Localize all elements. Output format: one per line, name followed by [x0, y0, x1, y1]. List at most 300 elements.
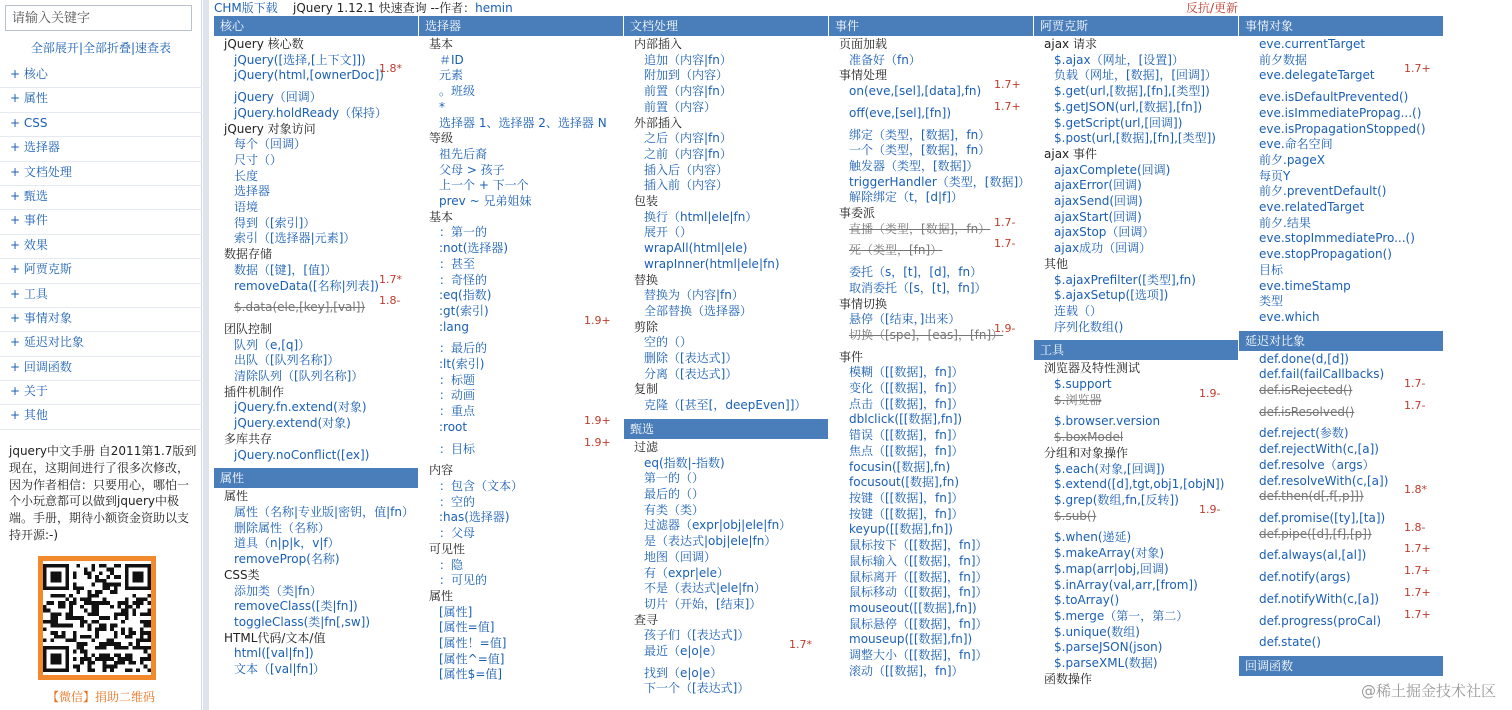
entry-text: 插入后（内容） [644, 162, 729, 177]
deprecated-api-link[interactable] [1239, 398, 1443, 427]
api-link[interactable] [624, 335, 828, 351]
api-link[interactable] [214, 521, 418, 537]
api-link[interactable] [624, 100, 828, 116]
api-link[interactable] [419, 479, 623, 495]
api-link[interactable] [1034, 578, 1238, 594]
entry-text: 上一个 + 下一个 [439, 178, 529, 193]
version-badge: 1.7+ [1404, 585, 1431, 599]
api-link[interactable] [829, 412, 1033, 428]
entry-text: triggerHandler（类型，[数据]） [849, 174, 1031, 189]
api-link[interactable] [214, 90, 418, 106]
api-link[interactable] [419, 53, 623, 69]
section-header[interactable]: 文档处理 [624, 16, 828, 36]
entry-text: 前置（内容） [644, 99, 717, 114]
group-label [1034, 672, 1238, 688]
entry-text: $.get(url,[数据],[fn],[类型]) [1054, 84, 1210, 99]
api-link[interactable] [624, 53, 828, 69]
entry-text: wrapAll(html|ele) [644, 241, 748, 256]
deprecated-api-link[interactable] [1034, 502, 1238, 531]
api-link[interactable] [214, 662, 418, 678]
entry-text: 目标 [1259, 262, 1284, 277]
api-link[interactable] [1239, 263, 1443, 279]
entry-text: jQuery([选择,[上下文]]) [234, 52, 366, 67]
api-link[interactable] [1239, 352, 1443, 368]
section-header[interactable]: 延迟对比象 [1239, 331, 1443, 351]
api-link[interactable] [624, 666, 828, 682]
api-link[interactable] [214, 416, 418, 432]
api-link[interactable] [1239, 279, 1443, 295]
api-link[interactable] [1034, 241, 1238, 257]
api-link[interactable] [829, 381, 1033, 397]
section-header[interactable]: 甄选 [624, 419, 828, 439]
sidebar-menu-item[interactable]: + CSS [0, 113, 202, 137]
deprecated-api-link[interactable] [1034, 430, 1238, 446]
deprecated-api-link[interactable] [214, 294, 418, 322]
sidebar-menu-item[interactable]: + 延迟对比象 [0, 332, 202, 356]
api-link[interactable] [1034, 53, 1238, 69]
entry-text: 复制 [634, 382, 659, 397]
api-link[interactable] [419, 558, 623, 574]
api-link[interactable] [829, 159, 1033, 175]
api-link[interactable] [1239, 294, 1443, 310]
api-link[interactable] [419, 510, 623, 526]
collapse-all-link[interactable]: 全部折叠 [82, 41, 131, 55]
api-link[interactable] [214, 137, 418, 153]
api-link[interactable] [829, 281, 1033, 297]
api-link[interactable] [1034, 625, 1238, 641]
api-link[interactable] [214, 231, 418, 247]
api-link[interactable] [419, 273, 623, 289]
api-link[interactable] [1034, 225, 1238, 241]
group-label [624, 273, 828, 289]
api-link[interactable] [829, 585, 1033, 601]
entry-text: 内部插入 [634, 37, 683, 51]
api-link[interactable] [624, 257, 828, 273]
api-link[interactable] [624, 581, 828, 597]
deprecated-api-link[interactable] [1239, 483, 1443, 511]
api-link[interactable] [214, 552, 418, 568]
api-link[interactable] [624, 534, 828, 550]
api-link[interactable] [1034, 609, 1238, 625]
section-header[interactable]: 事情对象 [1239, 16, 1443, 36]
api-link[interactable] [624, 147, 828, 163]
api-link[interactable] [419, 147, 623, 163]
entry-text: $.data(ele,[key],[val]) [234, 300, 366, 315]
api-link[interactable] [1034, 68, 1238, 84]
api-link[interactable] [624, 638, 828, 666]
entry-text: 内容 [429, 463, 454, 478]
api-link[interactable] [829, 397, 1033, 413]
api-link[interactable] [624, 68, 828, 84]
api-link[interactable] [1239, 122, 1443, 138]
api-link[interactable] [829, 265, 1033, 281]
entry-text: prev ~ 兄弟姐妹 [439, 194, 532, 209]
entry-text: def.notifyWith(c,[a]) [1259, 591, 1380, 606]
api-link[interactable] [1034, 210, 1238, 226]
api-link[interactable] [829, 664, 1033, 680]
entry-text: 点击（[[数据]，fn]） [849, 396, 964, 411]
sidebar-scrollbar[interactable] [203, 0, 209, 710]
api-link[interactable] [1034, 546, 1238, 562]
api-link[interactable] [624, 597, 828, 613]
entry-text: 按键（[[数据]，fn]） [849, 490, 964, 505]
api-link[interactable] [214, 584, 418, 600]
search-input[interactable] [5, 5, 192, 31]
api-link[interactable] [1034, 640, 1238, 656]
api-link[interactable] [829, 175, 1033, 191]
entry-text: * [439, 99, 445, 114]
api-link[interactable] [419, 288, 623, 304]
api-link[interactable] [419, 257, 623, 273]
entry-text: 序列化数组() [1054, 319, 1124, 334]
group-label [419, 542, 623, 558]
api-link[interactable] [1034, 562, 1238, 578]
api-link[interactable] [624, 398, 828, 414]
group-label [1034, 361, 1238, 377]
entry-text: def.rejectWith(c,[a]) [1259, 442, 1379, 457]
section-header[interactable]: 核心 [214, 16, 418, 36]
api-link[interactable] [214, 599, 418, 615]
entry-text: removeClass([类|fn]) [234, 599, 358, 614]
api-link[interactable] [1034, 163, 1238, 179]
api-link[interactable] [829, 128, 1033, 144]
entry-text: jQuery.noConflict([ex]) [234, 447, 370, 462]
api-link[interactable] [1034, 462, 1238, 478]
api-link[interactable] [1034, 593, 1238, 609]
quick-ref-link[interactable]: 速查表 [135, 41, 172, 55]
api-link[interactable] [1239, 62, 1443, 90]
api-link[interactable] [829, 428, 1033, 444]
sidebar-menu-item[interactable]: + 阿贾克斯 [0, 259, 202, 283]
entry-text: ：标题 [439, 372, 476, 387]
entry-text: $.ajaxSetup([选项]) [1054, 288, 1169, 303]
api-link[interactable] [419, 357, 623, 373]
api-link[interactable] [1239, 231, 1443, 247]
entry-text: jQuery.fn.extend(对象) [234, 400, 367, 415]
api-link[interactable] [214, 400, 418, 416]
entry-text: 模糊（[[数据]，fn]） [849, 365, 964, 380]
api-link[interactable] [214, 615, 418, 631]
api-link[interactable] [419, 388, 623, 404]
feedback-link[interactable]: 反抗/更新 [1185, 1, 1238, 15]
section-header[interactable]: 阿贾克斯 [1034, 16, 1238, 36]
api-link[interactable] [624, 178, 828, 194]
sidebar-menu-item[interactable]: + 关于 [0, 381, 202, 405]
entry-text: 函数操作 [1044, 671, 1093, 686]
api-link[interactable] [624, 351, 828, 367]
api-link[interactable] [1034, 414, 1238, 430]
reference-column [829, 16, 1033, 684]
sidebar-menu-item[interactable]: + 甄选 [0, 186, 202, 210]
entry-text: [属性] [439, 604, 473, 619]
api-link[interactable] [1034, 273, 1238, 289]
api-link[interactable] [829, 53, 1033, 69]
api-link[interactable] [419, 526, 623, 542]
api-link[interactable] [829, 143, 1033, 159]
api-link[interactable] [214, 62, 418, 90]
entry-text: 属性 [224, 489, 249, 504]
api-link[interactable] [829, 491, 1033, 507]
api-link[interactable] [419, 652, 623, 668]
entry-text: ajax 请求 [1044, 37, 1097, 51]
entry-text: 调整大小（[[数据]，fn]） [849, 648, 988, 663]
api-link[interactable] [829, 601, 1033, 617]
entry-text: 事委派 [839, 206, 876, 221]
group-label [624, 37, 828, 53]
api-link[interactable] [1239, 184, 1443, 200]
sidebar-menu-item[interactable]: + 回调函数 [0, 357, 202, 381]
sidebar-menu-item[interactable]: + 事情对象 [0, 308, 202, 332]
deprecated-api-link[interactable] [1034, 386, 1238, 415]
entry-text: 不是（表达式|ele|fn） [644, 581, 767, 596]
api-link[interactable] [419, 373, 623, 389]
entry-text: 过滤器（expr|obj|ele|fn） [644, 518, 792, 533]
entry-text: ajaxError(回调) [1054, 178, 1142, 193]
api-link[interactable] [829, 475, 1033, 491]
api-link[interactable] [214, 448, 418, 464]
api-link[interactable] [1239, 37, 1443, 53]
api-link[interactable] [419, 100, 623, 116]
api-link[interactable] [624, 487, 828, 503]
api-link[interactable] [419, 84, 623, 100]
api-link[interactable] [829, 522, 1033, 538]
api-link[interactable] [419, 636, 623, 652]
api-link[interactable] [829, 617, 1033, 633]
group-label [624, 116, 828, 132]
entry-text: ：空的 [439, 494, 476, 509]
api-link[interactable] [1034, 288, 1238, 304]
entry-text: eve.命名空间 [1259, 137, 1333, 152]
api-link[interactable] [624, 681, 828, 697]
api-link[interactable] [1034, 530, 1238, 546]
api-link[interactable] [1239, 106, 1443, 122]
api-link[interactable] [1239, 169, 1443, 185]
api-link[interactable] [1239, 247, 1443, 263]
api-link[interactable] [1239, 458, 1443, 474]
entry-text: def.isRejected() [1259, 383, 1353, 398]
api-link[interactable] [214, 646, 418, 662]
entry-text: eve.isImmediatePropag...() [1259, 105, 1422, 120]
entry-text: ：包含（文本） [439, 478, 524, 493]
sidebar-menu-item[interactable]: + 文档处理 [0, 162, 202, 186]
entry-text: jQuery 核心数 [224, 37, 304, 51]
group-label [1034, 37, 1238, 53]
api-link[interactable] [419, 667, 623, 683]
api-link[interactable] [214, 106, 418, 122]
api-link[interactable] [1239, 442, 1443, 458]
api-link[interactable] [1034, 194, 1238, 210]
api-link[interactable] [419, 620, 623, 636]
entry-text: 父母 > 孩子 [439, 162, 505, 177]
sidebar-menu-item[interactable]: + 属性 [0, 88, 202, 112]
group-label [624, 613, 828, 629]
api-link[interactable] [1239, 426, 1443, 442]
section-header[interactable]: 回调函数 [1239, 656, 1443, 676]
api-link[interactable] [1034, 656, 1238, 672]
entry-text: def.then(d[,f[,p]]) [1259, 489, 1364, 504]
api-link[interactable] [214, 216, 418, 232]
api-link[interactable] [1239, 153, 1443, 169]
api-link[interactable] [1034, 100, 1238, 116]
api-link[interactable] [624, 566, 828, 582]
entry-text: :lt(索引) [439, 357, 485, 372]
entry-text: 最后的（） [644, 486, 705, 501]
sidebar-menu-item[interactable]: + 其他 [0, 405, 202, 429]
deprecated-api-link[interactable] [829, 237, 1033, 265]
group-label [419, 131, 623, 147]
api-link[interactable] [829, 365, 1033, 381]
api-link[interactable] [214, 353, 418, 369]
expand-all-link[interactable]: 全部展开 [30, 41, 79, 55]
entry-text: :root [439, 419, 468, 434]
sidebar-menu-item[interactable]: + 核心 [0, 64, 202, 88]
api-link[interactable] [624, 131, 828, 147]
api-link[interactable] [829, 554, 1033, 570]
entry-text: 有（expr|ele） [644, 565, 729, 580]
sidebar-menu-item[interactable]: + 效果 [0, 235, 202, 259]
api-link[interactable] [624, 471, 828, 487]
section-header[interactable]: 事件 [829, 16, 1033, 36]
api-link[interactable] [214, 200, 418, 216]
api-link[interactable] [624, 163, 828, 179]
api-link[interactable] [1239, 310, 1443, 326]
api-link[interactable] [419, 68, 623, 84]
entry-text: eve.currentTarget [1259, 37, 1366, 51]
group-label [214, 385, 418, 401]
api-link[interactable] [829, 190, 1033, 206]
entry-text: eve.isDefaultPrevented() [1259, 90, 1409, 105]
api-link[interactable] [1239, 607, 1443, 636]
api-link[interactable] [624, 210, 828, 226]
api-link[interactable] [1239, 90, 1443, 106]
api-link[interactable] [829, 648, 1033, 664]
api-link[interactable] [829, 570, 1033, 586]
api-link[interactable] [1034, 131, 1238, 147]
deprecated-api-link[interactable] [829, 321, 1033, 350]
api-link[interactable] [624, 241, 828, 257]
api-link[interactable] [624, 503, 828, 519]
api-link[interactable] [624, 518, 828, 534]
api-link[interactable] [214, 169, 418, 185]
entry-text: $.parseJSON(json) [1054, 640, 1163, 655]
group-label [624, 320, 828, 336]
entry-text: 错误（[[数据]，fn]） [849, 428, 964, 443]
api-link[interactable] [624, 550, 828, 566]
entry-text: $.ajax（网址，[设置]） [1054, 52, 1184, 67]
api-link[interactable] [624, 288, 828, 304]
api-link[interactable] [419, 435, 623, 464]
entry-text: focusout([数据],fn) [849, 475, 960, 490]
entry-text: ：目标 [439, 441, 476, 456]
api-link[interactable] [419, 241, 623, 257]
api-link[interactable] [419, 495, 623, 511]
entry-text: eve.which [1259, 309, 1320, 324]
api-link[interactable] [1239, 200, 1443, 216]
api-link[interactable] [829, 632, 1033, 648]
entry-text: 前夕.结果 [1259, 215, 1311, 230]
api-link[interactable] [1034, 477, 1238, 493]
api-link[interactable] [1239, 137, 1443, 153]
sidebar-menu-item[interactable]: + 工具 [0, 284, 202, 308]
entry-text: HTML代码/文本/值 [224, 630, 326, 645]
api-link[interactable] [214, 369, 418, 385]
api-link[interactable] [214, 536, 418, 552]
api-link[interactable] [624, 84, 828, 100]
api-link[interactable] [419, 194, 623, 210]
section-header[interactable]: 工具 [1034, 340, 1238, 360]
qr-caption: 【微信】捐助二维码 [46, 690, 155, 704]
author-link[interactable]: hemin [475, 1, 513, 15]
api-link[interactable] [1034, 304, 1238, 320]
api-link[interactable] [829, 460, 1033, 476]
api-link[interactable] [1034, 178, 1238, 194]
entry-text: dblclick([[数据],fn]) [849, 412, 963, 427]
api-link[interactable] [419, 178, 623, 194]
api-link[interactable] [1239, 635, 1443, 651]
page-title: jQuery 1.12.1 快速查询 --作者： [293, 1, 476, 15]
api-link[interactable] [419, 605, 623, 621]
api-link[interactable] [1239, 216, 1443, 232]
api-link[interactable] [624, 304, 828, 320]
api-link[interactable] [624, 225, 828, 241]
api-link[interactable] [419, 225, 623, 241]
sidebar-menu-item[interactable]: + 事件 [0, 210, 202, 234]
api-link[interactable] [419, 163, 623, 179]
api-link[interactable] [419, 116, 623, 132]
chm-download-link[interactable]: CHM版下载 [214, 1, 278, 15]
entry-text: $.getJSON(url,[数据],[fn]) [1054, 99, 1203, 114]
group-label [419, 589, 623, 605]
api-link[interactable] [214, 153, 418, 169]
entry-text: jQuery 对象访问 [224, 121, 316, 136]
entry-text: 索引（[选择器|元素]） [234, 231, 356, 246]
entry-text: eq(指数|-指数) [644, 455, 725, 470]
api-link[interactable] [829, 99, 1033, 128]
entry-text: 切片（开始，[结束]） [644, 596, 762, 611]
api-link[interactable] [829, 538, 1033, 554]
api-link[interactable] [214, 505, 418, 521]
entry-text: 委托（s，[t]，[d]，fn） [849, 265, 983, 280]
entry-text: jQuery.extend(对象) [234, 416, 351, 431]
entry-text: 触发器（类型，[数据]） [849, 158, 979, 173]
api-link[interactable] [419, 341, 623, 357]
group-label [829, 297, 1033, 313]
api-link[interactable] [419, 573, 623, 589]
api-link[interactable] [1034, 84, 1238, 100]
entry-text: 有类（类） [644, 502, 705, 517]
version-badge: 1.9+ [584, 413, 611, 427]
api-link[interactable] [214, 338, 418, 354]
entry-text: 队列（e,[q]） [234, 337, 311, 352]
entry-text: def.promise([ty],[ta]) [1259, 510, 1386, 525]
entry-text: def.resolveWith(c,[a]) [1259, 473, 1389, 488]
version-badge: 1.7+ [1404, 542, 1431, 556]
api-link[interactable] [624, 456, 828, 472]
api-link[interactable] [1034, 116, 1238, 132]
sidebar-menu-item[interactable]: + 选择器 [0, 137, 202, 161]
api-link[interactable] [1034, 320, 1238, 336]
api-link[interactable] [829, 444, 1033, 460]
api-link[interactable] [624, 367, 828, 383]
section-header[interactable]: 属性 [214, 468, 418, 488]
entry-text: 事件 [839, 349, 864, 364]
api-link[interactable] [214, 184, 418, 200]
api-link[interactable] [419, 313, 623, 342]
api-link[interactable] [829, 507, 1033, 523]
entry-text: $.support [1054, 377, 1112, 392]
version-badge: 1.7+ [1404, 62, 1431, 76]
section-header[interactable]: 选择器 [419, 16, 623, 36]
